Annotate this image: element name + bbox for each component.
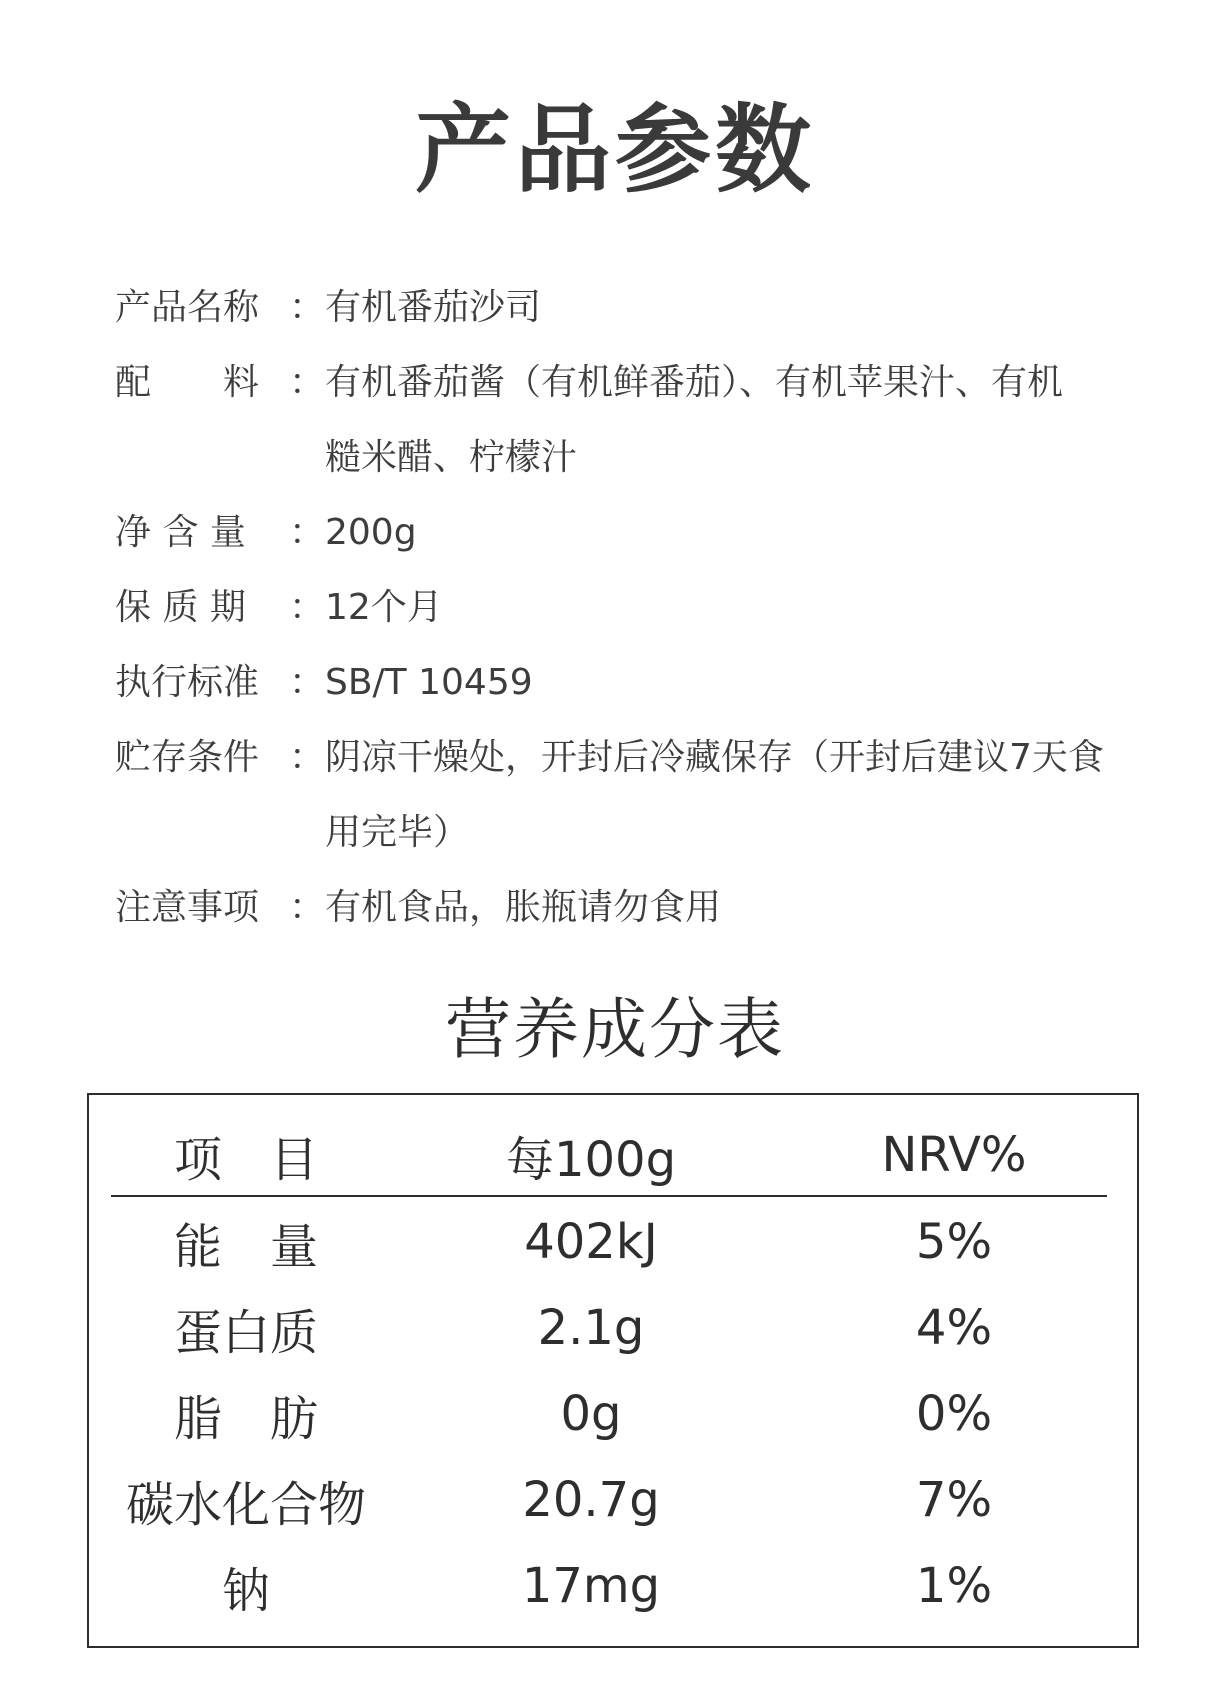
nutrient-amount: 402kJ xyxy=(524,1214,658,1270)
param-value: 有机食品，胀瓶请勿食用 xyxy=(325,887,722,928)
param-value: 阴凉干燥处，开封后冷藏保存（开封后建议7天食 用完毕） xyxy=(325,737,1104,853)
nutrition-table xyxy=(87,1093,1139,1648)
param-label: 保 质 期 ： xyxy=(115,587,325,628)
param-value: 200g xyxy=(325,512,417,553)
nutrient-amount: 20.7g xyxy=(522,1472,660,1528)
nutrient-name: 脂 肪 xyxy=(173,1390,318,1447)
param-value: 有机番茄酱（有机鲜番茄）、有机苹果汁、有机 糙米醋、柠檬汁 xyxy=(325,362,1064,478)
param-row-notice xyxy=(115,870,1125,945)
param-label: 净 含 量 ： xyxy=(115,512,325,553)
param-row-ingredients xyxy=(115,345,1125,495)
nutrient-nrv: 4% xyxy=(915,1300,993,1356)
table-row xyxy=(111,1199,1107,1285)
param-label: 配 料 ： xyxy=(115,362,325,403)
header-nrv: NRV% xyxy=(881,1127,1027,1183)
param-label: 执行标准 ： xyxy=(115,662,325,703)
nutrition-title: 营养成分表 xyxy=(445,991,785,1068)
nutrient-nrv: 0% xyxy=(915,1386,993,1442)
nutrient-amount: 17mg xyxy=(521,1558,661,1614)
header-per100g: 每100g xyxy=(505,1131,677,1188)
param-value: 有机番茄沙司 xyxy=(325,287,542,328)
param-row-standard xyxy=(115,645,1125,720)
table-row xyxy=(111,1371,1107,1457)
product-params xyxy=(115,270,1125,945)
nutrient-amount: 0g xyxy=(560,1386,622,1442)
table-row xyxy=(111,1543,1107,1629)
nutrient-name: 能 量 xyxy=(173,1218,318,1275)
param-label: 贮存条件 ： xyxy=(115,737,325,778)
page-title: 产品参数 xyxy=(415,94,815,206)
param-label: 注意事项 ： xyxy=(115,887,325,928)
nutrient-nrv: 5% xyxy=(915,1214,993,1270)
nutrient-name: 蛋白质 xyxy=(173,1304,318,1361)
nutrition-header-row xyxy=(111,1115,1107,1197)
param-row-shelf-life xyxy=(115,570,1125,645)
nutrient-name: 钠 xyxy=(221,1562,270,1619)
nutrient-name: 碳水化合物 xyxy=(125,1476,366,1533)
param-row-storage xyxy=(115,720,1125,870)
header-item: 项 目 xyxy=(173,1131,318,1188)
param-row-name xyxy=(115,270,1125,345)
nutrient-nrv: 1% xyxy=(915,1558,993,1614)
param-row-net-content xyxy=(115,495,1125,570)
param-label: 产品名称 ： xyxy=(115,287,325,328)
nutrient-nrv: 7% xyxy=(915,1472,993,1528)
param-value: 12个月 xyxy=(325,587,443,628)
param-value: SB/T 10459 xyxy=(325,662,533,703)
table-row xyxy=(111,1457,1107,1543)
table-row xyxy=(111,1285,1107,1371)
nutrient-amount: 2.1g xyxy=(537,1300,645,1356)
